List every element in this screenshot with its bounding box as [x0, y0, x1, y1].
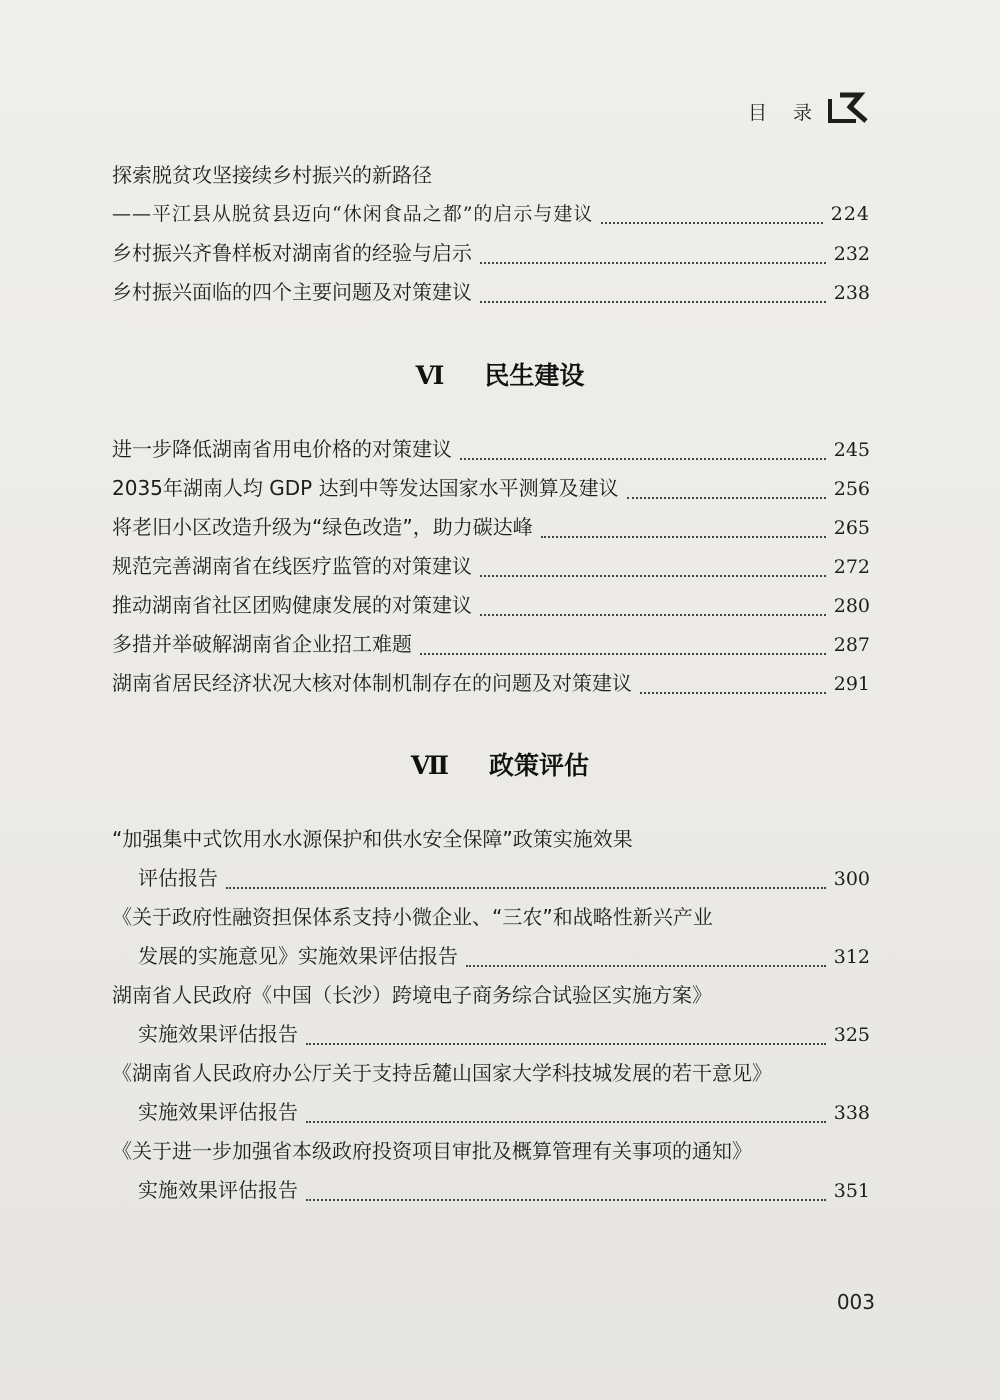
dot-leader — [306, 1042, 826, 1045]
toc-entry[interactable] — [112, 625, 870, 665]
toc-entry-title: 2035年湖南人均 GDP 达到中等发达国家水平测算及建议 — [112, 476, 619, 500]
toc-entry[interactable] — [112, 273, 870, 313]
toc-page-number: 272 — [833, 556, 870, 578]
toc-entry[interactable] — [112, 430, 870, 470]
dot-leader — [306, 1120, 826, 1123]
dot-leader — [306, 1198, 826, 1201]
toc-page-number: 245 — [833, 439, 870, 461]
toc-entry-title: 探索脱贫攻坚接续乡村振兴的新路径 — [112, 163, 432, 187]
toc-page-number: 287 — [833, 634, 870, 656]
toc-entry-title: 推动湖南省社区团购健康发展的对策建议 — [112, 593, 472, 617]
dot-leader — [226, 886, 826, 889]
dot-leader — [460, 457, 826, 460]
toc-entry[interactable] — [112, 156, 870, 234]
toc-page-number: 312 — [833, 946, 870, 968]
toc-entry-title: 湖南省居民经济状况大核对体制机制存在的问题及对策建议 — [112, 671, 632, 695]
dot-leader — [466, 964, 826, 967]
section-heading — [0, 356, 1000, 392]
toc-page-number: 224 — [830, 203, 870, 225]
toc-entry[interactable] — [112, 547, 870, 587]
header-label: 目 录 — [747, 101, 822, 124]
toc-entry-title: 《关于进一步加强省本级政府投资项目审批及概算管理有关事项的通知》 — [112, 1139, 752, 1163]
toc-entry-title: 《湖南省人民政府办公厅关于支持岳麓山国家大学科技城发展的若干意见》 — [112, 1061, 772, 1085]
toc-entry-title: 规范完善湖南省在线医疗监管的对策建议 — [112, 554, 472, 578]
toc-entry-title-cont: 评估报告 — [138, 866, 218, 890]
dot-leader — [640, 691, 826, 694]
dot-leader — [627, 496, 826, 499]
section-numeral: Ⅵ — [415, 361, 445, 390]
dot-leader — [480, 261, 826, 264]
toc-entry[interactable] — [112, 820, 870, 899]
toc-entry-title: “加强集中式饮用水水源保护和供水安全保障”政策实施效果 — [112, 827, 633, 851]
toc-entry[interactable] — [112, 469, 870, 509]
dot-leader — [601, 221, 822, 224]
toc-page-number: 351 — [833, 1180, 870, 1202]
folio-page-number: 003 — [836, 1290, 875, 1314]
toc-entry[interactable] — [112, 1054, 870, 1133]
toc-entry[interactable] — [112, 664, 870, 704]
toc-entry-title: 将老旧小区改造升级为“绿色改造”，助力碳达峰 — [112, 515, 533, 539]
dot-leader — [480, 574, 826, 577]
toc-page-number: 256 — [833, 478, 870, 500]
toc-entry-title: 乡村振兴齐鲁样板对湖南省的经验与启示 — [112, 241, 472, 265]
toc-page-number: 232 — [833, 243, 870, 265]
chapter-mark-icon — [826, 91, 872, 131]
section-numeral: Ⅶ — [410, 751, 450, 780]
toc-entry-title: 《关于政府性融资担保体系支持小微企业、“三农”和战略性新兴产业 — [112, 905, 713, 929]
toc-entry-title: 多措并举破解湖南省企业招工难题 — [112, 632, 412, 656]
toc-page-number: 300 — [833, 868, 870, 890]
toc-page-number: 265 — [833, 517, 870, 539]
section-title: 政策评估 — [489, 751, 590, 780]
toc-page-number: 325 — [833, 1024, 870, 1046]
toc-entry-title-cont: 发展的实施意见》实施效果评估报告 — [138, 944, 458, 968]
dot-leader — [480, 300, 826, 303]
toc-entry[interactable] — [112, 898, 870, 977]
dot-leader — [480, 613, 826, 616]
toc-entry-title: 湖南省人民政府《中国（长沙）跨境电子商务综合试验区实施方案》 — [112, 983, 712, 1007]
toc-entry-subtitle: ——平江县从脱贫县迈向“休闲食品之都”的启示与建议 — [112, 203, 594, 225]
section-title: 民生建设 — [484, 361, 585, 390]
section-heading — [0, 746, 1000, 782]
toc-page-number: 338 — [833, 1102, 870, 1124]
toc-page-number: 280 — [833, 595, 870, 617]
toc-entry-title: 乡村振兴面临的四个主要问题及对策建议 — [112, 280, 472, 304]
dot-leader — [420, 652, 826, 655]
toc-page-number: 291 — [833, 673, 870, 695]
toc-entry[interactable] — [112, 508, 870, 548]
toc-entry-title: 进一步降低湖南省用电价格的对策建议 — [112, 437, 452, 461]
toc-entry-title-cont: 实施效果评估报告 — [138, 1178, 298, 1202]
toc-entry[interactable] — [112, 586, 870, 626]
toc-entry[interactable] — [112, 1132, 870, 1211]
dot-leader — [541, 535, 826, 538]
toc-entry-title-cont: 实施效果评估报告 — [138, 1100, 298, 1124]
toc-page-number: 238 — [833, 282, 870, 304]
toc-entry[interactable] — [112, 976, 870, 1055]
toc-entry-title-cont: 实施效果评估报告 — [138, 1022, 298, 1046]
running-header — [748, 86, 872, 136]
toc-entry[interactable] — [112, 234, 870, 274]
